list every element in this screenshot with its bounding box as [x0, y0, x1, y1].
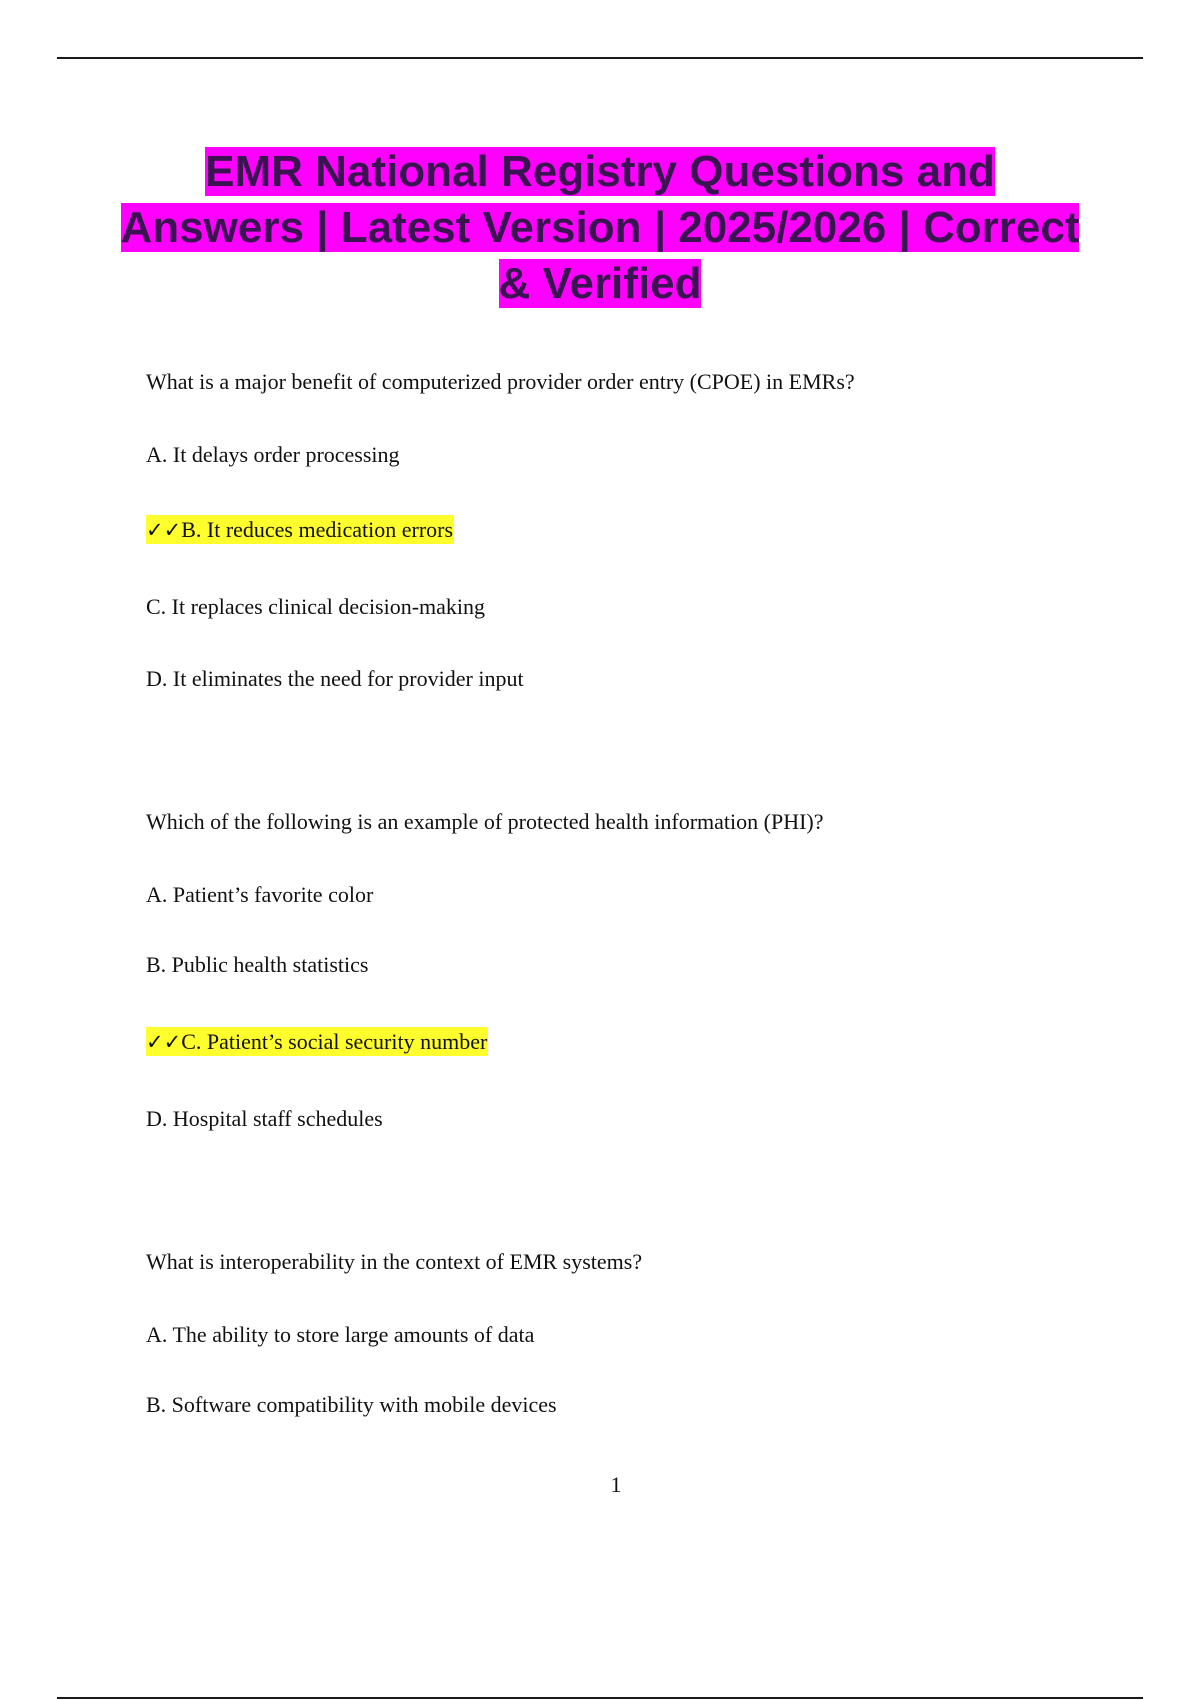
answer-highlight [146, 515, 454, 544]
title-highlight: EMR National Registry Questions and Answers | Latest Version | 2025/2026 | Correct & Verified [120, 147, 1080, 308]
answer-option: D. Hospital staff schedules [146, 1106, 383, 1131]
bottom-rule [57, 1697, 1143, 1699]
answer-option: A. It delays order processing [146, 442, 400, 467]
question-text: Which of the following is an example of protected health information (PHI)? [146, 809, 824, 834]
answer-option-label: B. It reduces medication errors [181, 517, 454, 542]
answer-option: A. Patient’s favorite color [146, 882, 374, 907]
double-check-icon: ✓✓ [146, 518, 182, 542]
answer-option: C. It replaces clinical decision-making [146, 594, 486, 619]
answer-option: D. It eliminates the need for provider input [146, 666, 524, 691]
correct-answer-option [146, 1027, 488, 1057]
double-check-icon: ✓✓ [146, 1030, 182, 1054]
answer-option-label: C. Patient’s social security number [181, 1029, 488, 1054]
correct-answer-option [146, 515, 454, 545]
question-text: What is interoperability in the context of EMR systems? [146, 1249, 643, 1274]
document-title [120, 144, 1080, 312]
answer-option: A. The ability to store large amounts of data [146, 1322, 535, 1347]
answer-option: B. Software compatibility with mobile devices [146, 1392, 557, 1417]
top-rule [57, 57, 1143, 59]
page-number: 1 [610, 1472, 622, 1497]
answer-option: B. Public health statistics [146, 952, 369, 977]
question-text: What is a major benefit of computerized provider order entry (CPOE) in EMRs? [146, 369, 855, 394]
answer-highlight [146, 1027, 488, 1056]
